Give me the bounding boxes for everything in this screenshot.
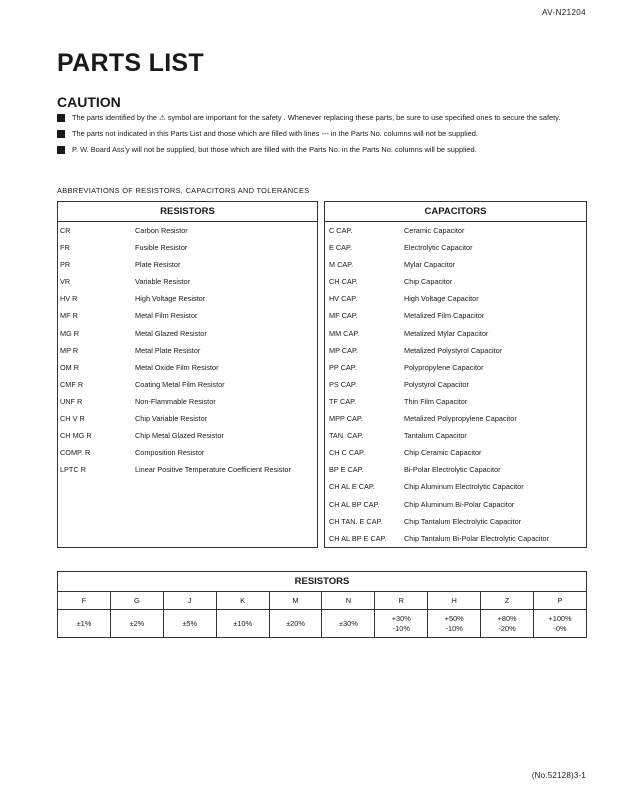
abbreviation-cell: MP R	[60, 345, 79, 355]
abbreviation-cell: BP E CAP.	[329, 465, 364, 475]
tolerance-value-line: ±10%	[233, 618, 253, 628]
page-number: (No.52128)3-1	[531, 771, 586, 780]
tolerance-code-cell: R	[375, 592, 428, 610]
caution-text: The parts not indicated in this Parts List and those which are filled with lines --- in the Parts No. columns will not be supplied.	[72, 129, 478, 138]
table-row	[325, 239, 586, 256]
table-row	[325, 222, 586, 239]
tolerance-codes-row	[58, 592, 587, 610]
description-cell: Electrolytic Capacitor	[404, 243, 473, 253]
tolerance-code-cell: J	[163, 592, 216, 610]
table-row	[325, 273, 586, 290]
abbreviation-cell: TF CAP.	[329, 396, 357, 406]
table-row	[58, 307, 317, 324]
table-row	[325, 307, 586, 324]
caution-heading: CAUTION	[57, 94, 121, 110]
caution-text: The parts identified by the ⚠ symbol are important for the safety . Whenever replacing these parts, be sure to use specified ones to secure the safety.	[72, 113, 561, 122]
description-cell: Composition Resistor	[135, 448, 205, 458]
abbreviation-cell: MF CAP.	[329, 311, 358, 321]
tolerance-value-cell	[481, 610, 534, 638]
abbreviation-cell: CH AL E CAP.	[329, 482, 375, 492]
tolerance-value-cell	[58, 610, 111, 638]
table-row	[325, 256, 586, 273]
abbreviation-cell: CR	[60, 226, 71, 235]
abbreviation-cell: MP CAP.	[329, 345, 358, 355]
description-cell: Metal Glazed Resistor	[135, 328, 207, 338]
tolerance-value-line: +30%	[391, 613, 411, 623]
table-row	[325, 530, 586, 547]
caution-text: P. W. Board Ass'y will not be supplied, but those which are filled with the Parts No. in the Parts No. columns will be supplied.	[72, 145, 477, 154]
resistors-heading: RESISTORS	[58, 202, 317, 222]
abbreviation-cell: PR	[60, 260, 71, 270]
capacitors-box	[324, 201, 587, 548]
description-cell: High Voltage Resistor	[135, 294, 206, 304]
tolerance-heading: RESISTORS	[58, 572, 587, 592]
abbreviation-cell: MF R	[60, 311, 78, 321]
tolerance-value-line: ±2%	[129, 618, 145, 628]
tolerance-value-line: -10%	[445, 623, 463, 633]
table-row	[58, 444, 317, 461]
abbreviation-cell: VR	[60, 277, 71, 287]
table-row	[325, 290, 586, 307]
description-cell: Chip Variable Resistor	[135, 414, 208, 424]
abbreviation-cell: CH AL BP CAP.	[329, 499, 380, 509]
tolerance-value-cell	[216, 610, 269, 638]
tolerance-code-cell: Z	[481, 592, 534, 610]
bullet-square-icon	[57, 130, 65, 138]
description-cell: Tantalum Capacitor	[404, 431, 467, 441]
description-cell: Chip Aluminum Electrolytic Capacitor	[404, 482, 524, 492]
description-cell: High Voltage Capacitor	[404, 294, 479, 304]
resistors-box	[57, 201, 318, 548]
table-row	[58, 325, 317, 342]
tolerance-code-cell: K	[216, 592, 269, 610]
abbreviation-cell: HV R	[60, 294, 78, 304]
abbreviation-cell: PP CAP.	[329, 362, 357, 372]
description-cell: Chip Aluminum Bi-Polar Capacitor	[404, 499, 515, 509]
description-cell: Polypropylene Capacitor	[404, 362, 484, 372]
abbreviation-cell: CH AL BP E CAP.	[329, 533, 387, 543]
description-cell: Chip Tantalum Bi-Polar Electrolytic Capacitor	[404, 533, 550, 543]
description-cell: Mylar Capacitor	[404, 260, 456, 270]
tolerance-value-cell	[534, 610, 587, 638]
tolerance-code-cell: G	[110, 592, 163, 610]
description-cell: Plate Resistor	[135, 260, 181, 270]
capacitors-heading: CAPACITORS	[325, 202, 586, 222]
description-cell: Thin Film Capacitor	[404, 396, 468, 406]
bullet-square-icon	[57, 114, 65, 122]
table-row	[58, 393, 317, 410]
tolerance-value-line: ±1%	[76, 618, 92, 628]
table-row	[58, 376, 317, 393]
table-row	[58, 290, 317, 307]
abbreviation-cell: M CAP.	[329, 260, 354, 270]
abbreviation-cell: MG R	[60, 328, 80, 338]
abbreviation-cell: MM CAP.	[329, 328, 360, 338]
description-cell: Chip Ceramic Capacitor	[404, 448, 482, 458]
caution-item	[57, 113, 587, 123]
abbreviation-cell: CH V R	[60, 414, 85, 424]
description-cell: Metalized Polypropylene Capacitor	[404, 414, 517, 424]
table-row	[325, 444, 586, 461]
abbreviation-cell: LPTC R	[60, 465, 86, 475]
tolerance-code-cell: N	[322, 592, 375, 610]
tolerance-code-cell: F	[58, 592, 111, 610]
description-cell: Chip Capacitor	[404, 277, 453, 287]
description-cell: Carbon Resistor	[135, 226, 188, 235]
tolerance-value-line: ±5%	[182, 618, 198, 628]
table-row	[58, 273, 317, 290]
tolerance-value-line: +50%	[444, 613, 464, 623]
abbreviation-cell: CH C CAP.	[329, 448, 365, 458]
table-row	[325, 376, 586, 393]
table-row	[58, 410, 317, 427]
description-cell: Non-Flammable Resistor	[135, 396, 216, 406]
table-row	[58, 256, 317, 273]
tolerance-value-cell	[110, 610, 163, 638]
tolerance-value-cell	[375, 610, 428, 638]
resistors-rows	[58, 222, 317, 478]
abbreviation-cell: CH MG R	[60, 431, 92, 441]
tolerance-value-cell	[322, 610, 375, 638]
bullet-square-icon	[57, 146, 65, 154]
table-row	[325, 342, 586, 359]
table-row	[325, 410, 586, 427]
abbreviations-heading: ABBREVIATIONS OF RESISTORS, CAPACITORS AND TOLERANCES	[57, 186, 310, 195]
description-cell: Coating Metal Film Resistor	[135, 379, 225, 389]
abbreviation-cell: PS CAP.	[329, 379, 357, 389]
description-cell: Metalized Film Capacitor	[404, 311, 485, 321]
table-row	[58, 427, 317, 444]
description-cell: Metal Oxide Film Resistor	[135, 362, 219, 372]
table-row	[325, 496, 586, 513]
abbreviation-cell: UNF R	[60, 396, 83, 406]
table-row	[58, 222, 317, 239]
tolerance-value-line: ±20%	[286, 618, 305, 628]
tolerance-code-cell: M	[269, 592, 322, 610]
tolerance-value-line: +100%	[548, 613, 572, 623]
table-row	[325, 359, 586, 376]
table-row	[325, 393, 586, 410]
caution-list	[57, 113, 587, 161]
description-cell: Bi-Polar Electrolytic Capacitor	[404, 465, 501, 475]
table-row	[58, 342, 317, 359]
description-cell: Metal Plate Resistor	[135, 345, 201, 355]
table-row	[325, 461, 586, 478]
abbreviation-cell: E CAP.	[329, 243, 352, 253]
table-row	[58, 359, 317, 376]
tolerance-value-line: -0%	[553, 623, 567, 633]
table-row	[325, 513, 586, 530]
description-cell: Linear Positive Temperature Coefficient Resistor	[135, 465, 291, 475]
tolerance-value-line: -20%	[498, 623, 516, 633]
table-row	[325, 427, 586, 444]
description-cell: Metalized Polystyrol Capacitor	[404, 345, 503, 355]
caution-item	[57, 129, 587, 139]
tolerance-value-line: +80%	[497, 613, 517, 623]
table-row	[325, 325, 586, 342]
abbreviation-cell: OM R	[60, 362, 80, 372]
abbreviation-cell: C CAP.	[329, 226, 353, 235]
tolerance-code-cell: P	[534, 592, 587, 610]
description-cell: Fusible Resistor	[135, 243, 188, 253]
tolerance-table	[57, 571, 587, 638]
abbreviation-cell: TAN. CAP.	[329, 431, 364, 441]
description-cell: Polystyrol Capacitor	[404, 379, 469, 389]
table-row	[325, 478, 586, 495]
description-cell: Chip Tantalum Electrolytic Capacitor	[404, 516, 522, 526]
abbreviation-cell: CH TAN. E CAP.	[329, 516, 383, 526]
abbreviation-cell: FR	[60, 243, 70, 253]
abbreviation-cell: MPP CAP.	[329, 414, 363, 424]
tolerance-code-cell: H	[428, 592, 481, 610]
caution-item	[57, 145, 587, 155]
table-row	[58, 461, 317, 478]
abbreviations-table	[57, 201, 587, 548]
description-cell: Metalized Mylar Capacitor	[404, 328, 489, 338]
capacitors-rows	[325, 222, 586, 547]
table-row	[58, 239, 317, 256]
abbreviation-cell: COMP. R	[60, 448, 91, 458]
tolerance-values-row	[58, 610, 587, 638]
tolerance-value-cell	[269, 610, 322, 638]
page-title: PARTS LIST	[57, 49, 204, 77]
description-cell: Variable Resistor	[135, 277, 191, 287]
tolerance-value-line: -10%	[392, 623, 410, 633]
description-cell: Metal Film Resistor	[135, 311, 198, 321]
model-number: AV-N21204	[542, 8, 586, 17]
abbreviation-cell: HV CAP.	[329, 294, 358, 304]
abbreviation-cell: CH CAP.	[329, 277, 358, 287]
description-cell: Ceramic Capacitor	[404, 226, 465, 235]
tolerance-value-cell	[428, 610, 481, 638]
tolerance-value-cell	[163, 610, 216, 638]
abbreviation-cell: CMF R	[60, 379, 84, 389]
description-cell: Chip Metal Glazed Resistor	[135, 431, 224, 441]
tolerance-value-line: ±30%	[338, 618, 358, 628]
